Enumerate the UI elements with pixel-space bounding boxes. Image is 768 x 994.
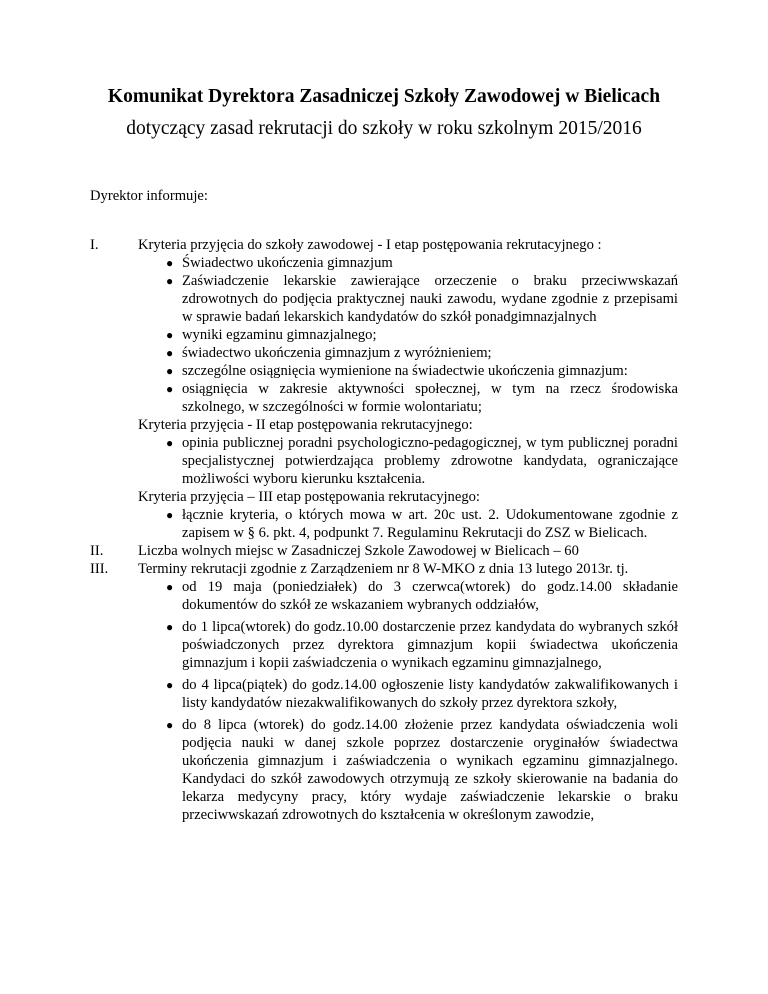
section-2-text: Liczba wolnych miejsc w Zasadniczej Szkole Zawodowej w Bielicach – 60 bbox=[138, 543, 579, 559]
bullet-icon: ● bbox=[166, 364, 174, 378]
list-item: ● szczególne osiągnięcia wymienione na świadectwie ukończenia gimnazjum: bbox=[166, 363, 628, 379]
section-2-number: II. bbox=[90, 543, 104, 559]
document-subtitle: dotyczący zasad rekrutacji do szkoły w roku szkolnym 2015/2016 bbox=[126, 118, 642, 139]
bullet-icon: ● bbox=[166, 508, 174, 522]
stage-3-criteria-list bbox=[0, 506, 768, 542]
bullet-icon: ● bbox=[166, 274, 174, 288]
bullet-icon: ● bbox=[166, 678, 174, 692]
list-item: ● do 1 lipca(wtorek) do godz.10.00 dostarczenie przez kandydata do wybranych szkół poświadczonych przez dyrektora gimnazjum kopii świadectwa ukończenia gimnazjum i kopii zaświadczenia o wynikach egzaminu gimnazjalnego, bbox=[166, 619, 678, 671]
list-item: ● świadectwo ukończenia gimnazjum z wyróżnieniem; bbox=[166, 345, 492, 361]
list-item: ● osiągnięcia w zakresie aktywności społecznej, w tym na rzecz środowiska szkolnego, w szczególności w formie wolontariatu; bbox=[166, 381, 678, 415]
list-item: ● do 4 lipca(piątek) do godz.14.00 ogłoszenie listy kandydatów zakwalifikowanych i listy kandydatów niezakwalifikowanych do szkoły przez dyrektora szkoły, bbox=[166, 677, 678, 711]
document-title: Komunikat Dyrektora Zasadniczej Szkoły Zawodowej w Bielicach bbox=[107, 86, 661, 107]
section-1-criteria-list bbox=[0, 254, 768, 416]
section-2 bbox=[0, 542, 678, 560]
stage-2-heading: Kryteria przyjęcia - II etap postępowania rekrutacyjnego: bbox=[138, 417, 473, 433]
section-1-number: I. bbox=[90, 237, 99, 253]
list-item: ● Świadectwo ukończenia gimnazjum bbox=[166, 255, 393, 271]
section-3-deadlines-list bbox=[0, 578, 768, 824]
list-item: ● opinia publicznej poradni psychologiczno-pedagogicznej, w tym publicznej poradni specjalistycznej potwierdzająca problemy zdrowotne kandydata, ograniczające możliwości wyboru kierunku kształcenia. bbox=[166, 435, 678, 487]
list-item: ● do 8 lipca (wtorek) do godz.14.00 złożenie przez kandydata oświadczenia woli podjęcia nauki w danej szkole poprzez dostarczenie oryginałów świadectwa ukończenia gimnazjum i zaświadczenia o wynikach egzaminu gimnazjalnego. Kandydaci do szkół zawodowych otrzymują ze szkoły skierowanie na badania do lekarza medycyny pracy, który wydaje zaświadczenie lekarskie o braku przeciwwskazań zdrowotnych do kształcenia w określonym zawodzie, bbox=[166, 717, 678, 823]
bullet-icon: ● bbox=[166, 346, 174, 360]
stage-3-heading: Kryteria przyjęcia – III etap postępowania rekrutacyjnego: bbox=[138, 489, 480, 505]
bullet-icon: ● bbox=[166, 620, 174, 634]
list-item: ● od 19 maja (poniedziałek) do 3 czerwca(wtorek) do godz.14.00 składanie dokumentów do szkół ze wskazaniem wybranych oddziałów, bbox=[166, 579, 678, 613]
bullet-icon: ● bbox=[166, 328, 174, 342]
section-3 bbox=[0, 560, 678, 578]
section-1-heading bbox=[0, 236, 678, 254]
stage-2-criteria-list bbox=[0, 434, 768, 488]
section-1-heading-text: Kryteria przyjęcia do szkoły zawodowej - I etap postępowania rekrutacyjnego : bbox=[138, 237, 602, 253]
bullet-icon: ● bbox=[166, 382, 174, 396]
list-item: ● łącznie kryteria, o których mowa w art. 20c ust. 2. Udokumentowane zgodnie z zapisem w § 6. pkt. 4, podpunkt 7. Regulaminu Rekrutacji do ZSZ w Bielicach. bbox=[166, 507, 678, 541]
bullet-icon: ● bbox=[166, 718, 174, 732]
section-3-text: Terminy rekrutacji zgodnie z Zarządzeniem nr 8 W-MKO z dnia 13 lutego 2013r. tj. bbox=[138, 561, 629, 577]
list-item: ● Zaświadczenie lekarskie zawierające orzeczenie o braku przeciwwskazań zdrowotnych do podjęcia praktycznej nauki zawodu, wydane zgodnie z przepisami w sprawie badań lekarskich kandydatów do szkół ponadgimnazjalnych bbox=[166, 273, 678, 325]
intro-text: Dyrektor informuje: bbox=[90, 188, 208, 204]
bullet-icon: ● bbox=[166, 436, 174, 450]
document-content bbox=[0, 236, 768, 828]
bullet-icon: ● bbox=[166, 256, 174, 270]
section-3-number: III. bbox=[90, 561, 109, 577]
bullet-icon: ● bbox=[166, 580, 174, 594]
list-item: ● wyniki egzaminu gimnazjalnego; bbox=[166, 327, 377, 343]
